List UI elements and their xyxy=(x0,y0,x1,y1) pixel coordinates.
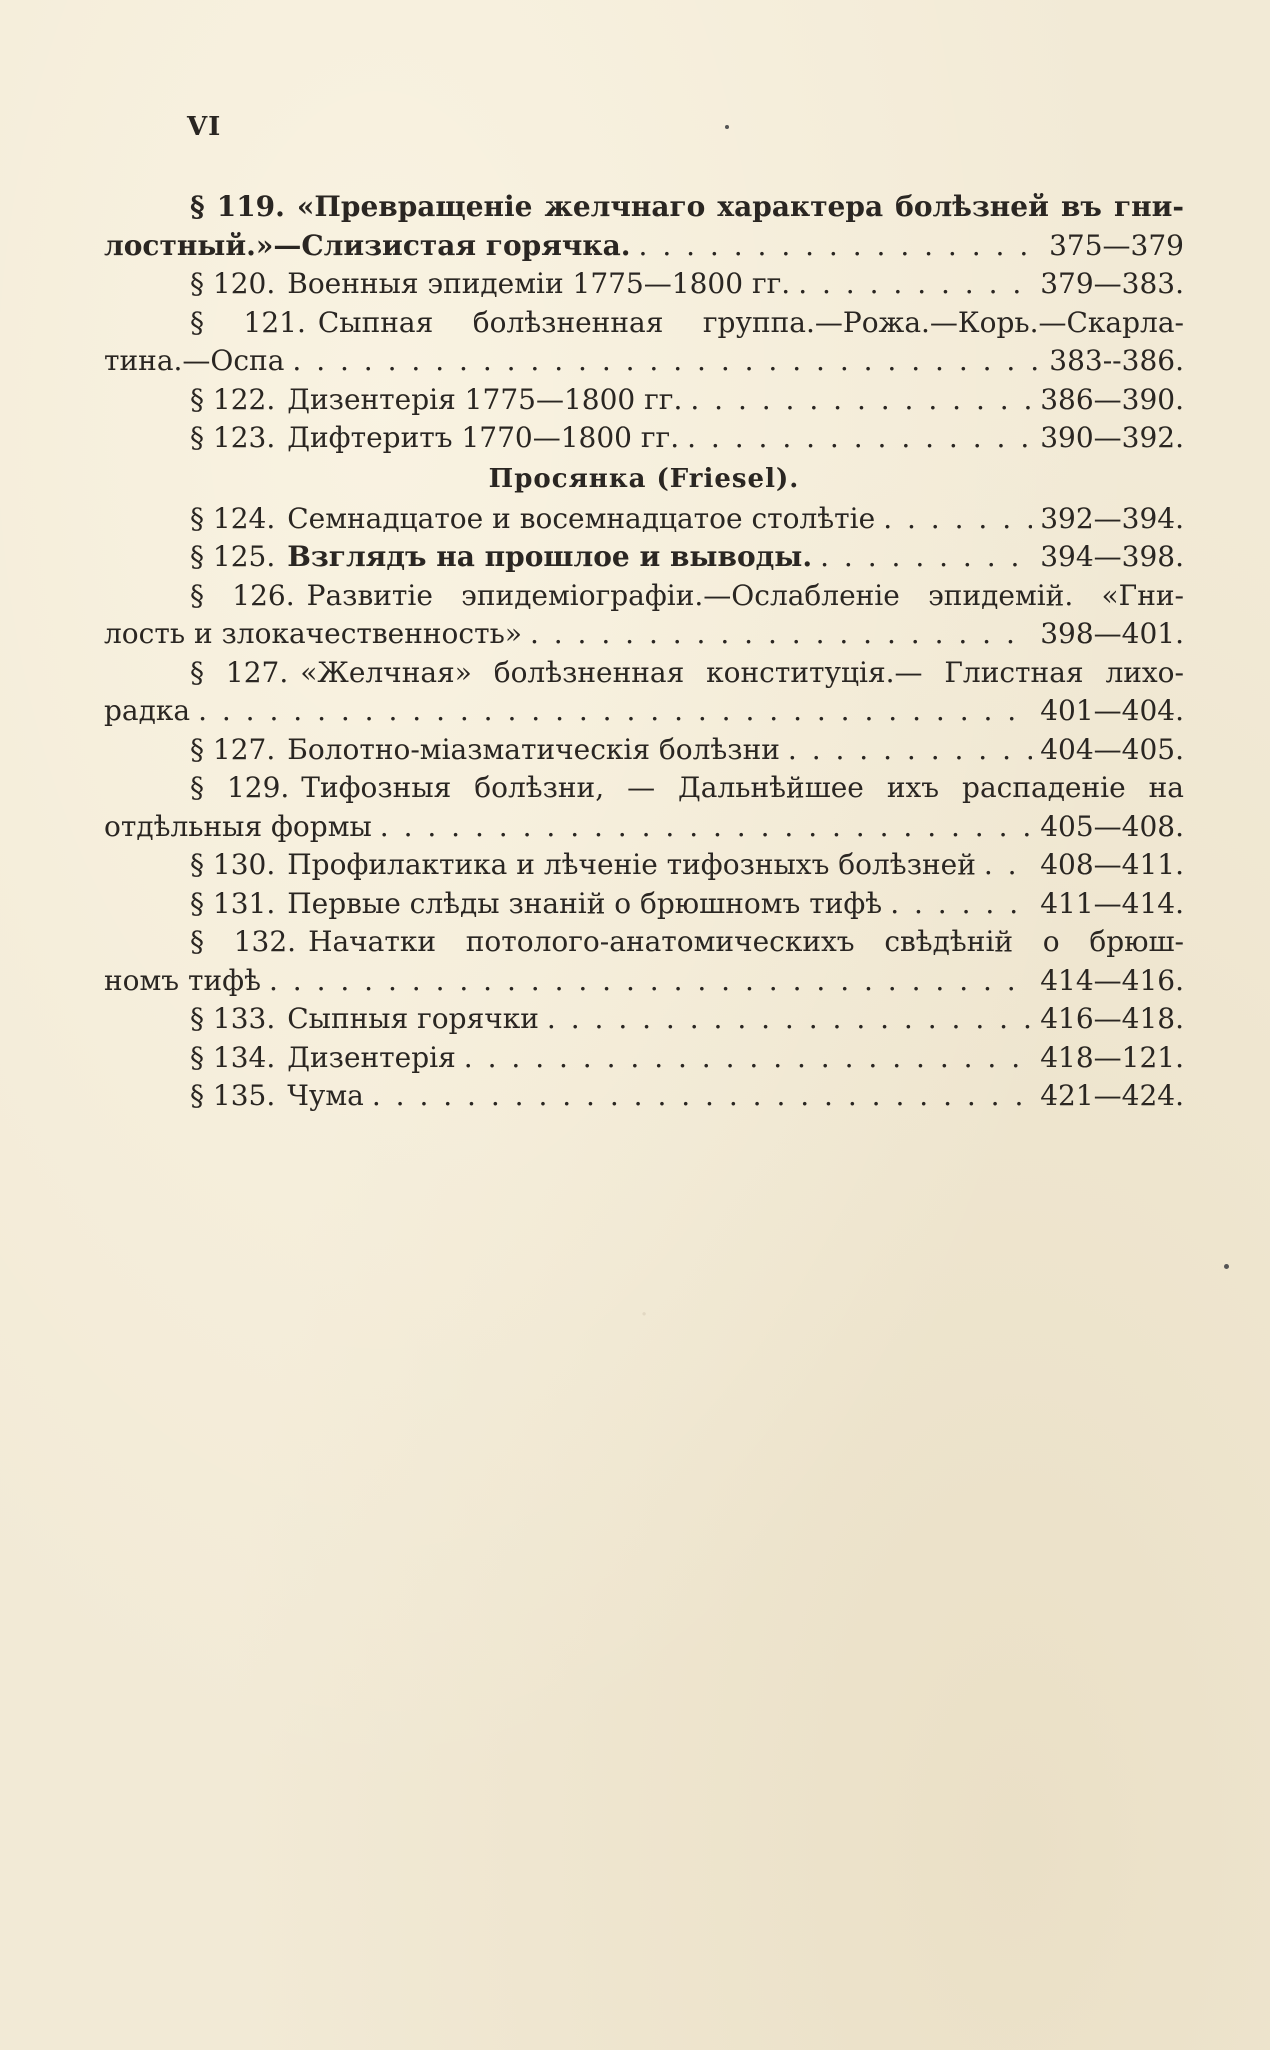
section-number: § 125. xyxy=(190,540,276,573)
entry-title: Дизентерія 1775—1800 гг. xyxy=(287,382,683,416)
toc-entry-line xyxy=(104,769,1184,808)
section-number: § 133. xyxy=(190,1002,276,1035)
entry-title: Тифозныя болѣзни, — Дальнѣйшее ихъ распаденіе на xyxy=(301,771,1184,804)
section-number: § 129. xyxy=(190,771,290,804)
leader-dots xyxy=(292,342,1041,381)
toc-entry xyxy=(104,1039,1184,1078)
bleed-through: · xyxy=(640,1300,649,1330)
leader-dots xyxy=(198,692,1032,731)
toc-entry xyxy=(104,731,1184,770)
section-number: § 123. xyxy=(190,421,276,454)
entry-title: Дифтеритъ 1770—1800 гг. xyxy=(287,421,680,454)
toc-entry-line xyxy=(104,227,1184,266)
toc-entry xyxy=(104,846,1184,885)
section-number: § 127. xyxy=(190,655,289,689)
ink-speck xyxy=(1224,1264,1229,1269)
leader-dots xyxy=(547,1000,1032,1039)
section-number: § 121. xyxy=(190,305,306,339)
page-range: 408—411. xyxy=(1040,848,1184,881)
page-range: 411—414. xyxy=(1040,886,1184,920)
leader-dots xyxy=(530,615,1032,654)
toc-entry-line xyxy=(104,265,1184,304)
toc-entry-line xyxy=(104,1077,1184,1116)
page-range: 421—424. xyxy=(1040,1079,1184,1112)
toc-entry xyxy=(104,885,1184,924)
toc-entry xyxy=(104,419,1184,458)
toc-entry-line xyxy=(104,500,1184,539)
toc-entry xyxy=(104,769,1184,846)
leader-dots xyxy=(687,419,1032,458)
toc-entry-line xyxy=(104,692,1184,731)
leader-dots xyxy=(883,500,1032,539)
page-range: 414—416. xyxy=(1040,963,1184,997)
leader-dots xyxy=(372,1077,1032,1116)
leader-dots xyxy=(984,846,1032,885)
toc-entry-line xyxy=(104,1000,1184,1039)
entry-title: Профилактика и лѣченіе тифозныхъ болѣзней xyxy=(287,848,976,881)
toc-entry-line xyxy=(104,846,1184,885)
entry-title: Начатки потолого-анатомическихъ свѣдѣній о брюш- xyxy=(308,925,1184,958)
leader-dots xyxy=(690,381,1032,420)
toc-entry-line xyxy=(104,577,1184,616)
toc-entry-line xyxy=(104,342,1184,381)
leader-dots xyxy=(639,227,1042,266)
entry-title: Взглядъ на прошлое и выводы. xyxy=(287,540,813,573)
toc-entry xyxy=(104,654,1184,731)
entry-title: Чума xyxy=(287,1079,364,1112)
section-number: § 132. xyxy=(190,925,297,958)
entry-title-cont: тина.—Оспа xyxy=(104,344,285,377)
page-range: 379—383. xyxy=(1040,267,1184,300)
toc-entry-line xyxy=(104,808,1184,847)
section-number: § 127. xyxy=(190,732,276,766)
section-number: § 134. xyxy=(190,1040,276,1074)
leader-dots xyxy=(788,731,1032,770)
toc-entry-line xyxy=(104,731,1184,770)
toc-entry-line xyxy=(104,1039,1184,1078)
section-number: § 126. xyxy=(190,578,295,612)
toc-entry-line xyxy=(104,419,1184,458)
toc-entry-line xyxy=(104,615,1184,654)
toc-entry xyxy=(104,265,1184,304)
page-range: 386—390. xyxy=(1040,382,1184,416)
page-range: 401—404. xyxy=(1040,694,1184,727)
toc-entry-line xyxy=(104,962,1184,1001)
page-range: 392—394. xyxy=(1040,501,1184,535)
section-number: § 130. xyxy=(190,848,276,881)
toc-entry xyxy=(104,381,1184,420)
section-number: § 122. xyxy=(190,382,276,416)
leader-dots xyxy=(798,265,1032,304)
entry-title-cont: лость и злокачественность» xyxy=(104,617,522,650)
section-number: § 120. xyxy=(190,267,276,300)
entry-title: «Желчная» болѣзненная конституція.— Глистная лихо- xyxy=(300,655,1184,689)
entry-title-cont: лостный.»—Слизистая горячка. xyxy=(104,228,631,262)
page-range: 418—121. xyxy=(1040,1040,1184,1074)
entry-title: Болотно-міазматическія болѣзни xyxy=(287,732,780,766)
toc-entry-line xyxy=(104,381,1184,420)
toc-entry xyxy=(104,923,1184,1000)
leader-dots xyxy=(380,808,1032,847)
section-heading: Просянка (Friesel). xyxy=(488,463,800,494)
toc-entry-line xyxy=(104,923,1184,962)
toc-entry xyxy=(104,1000,1184,1039)
leader-dots xyxy=(890,885,1032,924)
leader-dots xyxy=(820,538,1032,577)
toc-entry xyxy=(104,188,1184,265)
toc-entry xyxy=(104,538,1184,577)
leader-dots xyxy=(269,962,1032,1001)
section-number: § 135. xyxy=(190,1079,276,1112)
entry-title: Дизентерія xyxy=(287,1040,456,1074)
leader-dots xyxy=(464,1039,1032,1078)
entry-title: Первые слѣды знаній о брюшномъ тифѣ xyxy=(287,886,883,920)
toc-entry-line xyxy=(104,188,1184,227)
page-range: 404—405. xyxy=(1040,732,1184,766)
page-range: 405—408. xyxy=(1040,809,1184,843)
page-range: 390—392. xyxy=(1040,421,1184,454)
entry-title: «Превращеніе желчнаго характера болѣзней въ гни- xyxy=(296,190,1185,223)
page-number: VI xyxy=(187,112,222,142)
toc-entry xyxy=(104,500,1184,539)
ink-speck xyxy=(725,125,729,129)
toc-entry xyxy=(104,304,1184,381)
toc-entry-line xyxy=(104,654,1184,693)
entry-title: Сыпныя горячки xyxy=(287,1002,539,1035)
page-range: 416—418. xyxy=(1040,1002,1184,1035)
toc-entry-line xyxy=(104,538,1184,577)
entry-title-cont: отдѣльныя формы xyxy=(104,809,372,843)
section-number: § 131. xyxy=(190,886,276,920)
entry-title: Развитіе эпидеміографіи.—Ослабленіе эпидемій. «Гни- xyxy=(306,578,1184,612)
page-range: 398—401. xyxy=(1040,617,1184,650)
section-number: § 124. xyxy=(190,501,276,535)
toc-entry-line xyxy=(104,304,1184,343)
entry-title: Военныя эпидеміи 1775—1800 гг. xyxy=(287,267,791,300)
toc-entry-line xyxy=(104,885,1184,924)
entry-title: Семнадцатое и восемнадцатое столѣтіе xyxy=(287,501,876,535)
entry-title-cont: радка xyxy=(104,694,191,727)
toc-entry xyxy=(104,1077,1184,1116)
entry-title: Сыпная болѣзненная группа.—Рожа.—Корь.—Скарла- xyxy=(317,305,1184,339)
page-range: 394—398. xyxy=(1040,540,1184,573)
table-of-contents xyxy=(104,188,1184,1116)
page-range: 375—379 xyxy=(1049,228,1184,262)
section-number: § 119. xyxy=(190,190,285,223)
toc-entry xyxy=(104,577,1184,654)
entry-title-cont: номъ тифѣ xyxy=(104,963,261,997)
page-range: 383--386. xyxy=(1049,344,1184,377)
